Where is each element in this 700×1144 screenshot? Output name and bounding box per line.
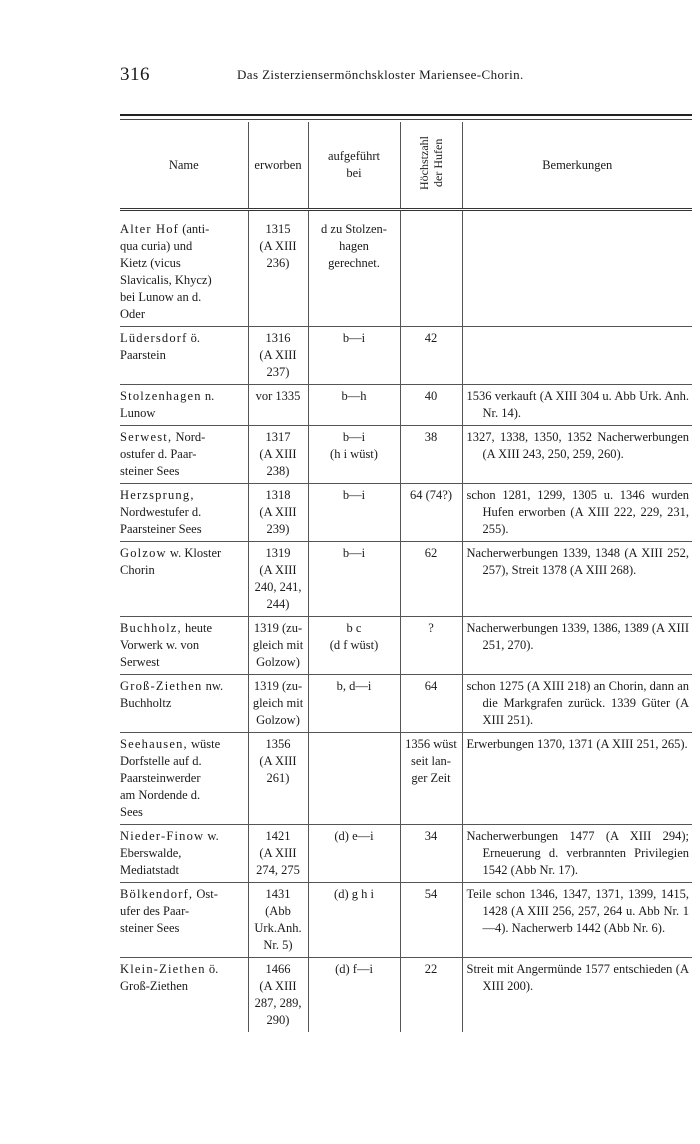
listed-cell: d zu Stolzen- hagen gerechnet. xyxy=(308,210,400,327)
holdings-table xyxy=(120,122,692,1032)
table-row xyxy=(120,958,692,1033)
table-row xyxy=(120,210,692,327)
remarks-text: Nacherwerbungen 1477 (A XIII 294); Erneuerung d. verbrannten Privilegien 1542 (Abb Nr. 17). xyxy=(466,829,689,877)
remarks-text: Nacherwerbungen 1339, 1348 (A XIII 252, 257), Streit 1378 (A XIII 268). xyxy=(466,546,689,577)
remarks-text: Nacherwerbungen 1339, 1386, 1389 (A XIII 251, 270). xyxy=(466,621,690,652)
header-aufgefuehrt: aufgeführt bei xyxy=(308,122,400,210)
hufen-cell: 40 xyxy=(400,385,462,426)
place-name-cell xyxy=(120,542,248,617)
place-location: Nordwestufer d. Paarsteiner Sees xyxy=(120,505,202,536)
table-row xyxy=(120,825,692,883)
hufen-cell: 62 xyxy=(400,542,462,617)
table-row xyxy=(120,542,692,617)
listed-cell: b—h xyxy=(308,385,400,426)
table-row xyxy=(120,883,692,958)
place-name-cell xyxy=(120,385,248,426)
remarks-text: schon 1281, 1299, 1305 u. 1346 wurden Hufen erworben (A XIII 222, 229, 231, 255). xyxy=(466,488,689,536)
table-row xyxy=(120,733,692,825)
place-location: n. Lunow xyxy=(120,389,215,420)
hufen-cell: 64 (74?) xyxy=(400,484,462,542)
place-name: Serwest, xyxy=(120,430,173,444)
acquired-cell: 1319 (zu- gleich mit Golzow) xyxy=(248,617,308,675)
remarks-cell xyxy=(462,883,692,958)
acquired-cell: 1317 (A XIII 238) xyxy=(248,426,308,484)
place-name-cell xyxy=(120,958,248,1033)
listed-cell: b—i xyxy=(308,484,400,542)
remarks-cell xyxy=(462,733,692,825)
hufen-cell xyxy=(400,210,462,327)
remarks-cell xyxy=(462,675,692,733)
place-name: Klein-Ziethen xyxy=(120,962,206,976)
acquired-cell: 1431 (Abb Urk.Anh. Nr. 5) xyxy=(248,883,308,958)
remarks-cell xyxy=(462,385,692,426)
hufen-cell: 1356 wüst seit lan- ger Zeit xyxy=(400,733,462,825)
table-row xyxy=(120,675,692,733)
place-location: nw. Buchholtz xyxy=(120,679,224,710)
place-name-cell xyxy=(120,210,248,327)
remarks-cell xyxy=(462,958,692,1033)
listed-cell: b—i xyxy=(308,542,400,617)
remarks-text: 1327, 1338, 1350, 1352 Nacherwerbungen (A XIII 243, 250, 259, 260). xyxy=(466,430,689,461)
acquired-cell: 1421 (A XIII 274, 275 xyxy=(248,825,308,883)
top-rule-thin xyxy=(120,119,692,120)
table-header-row xyxy=(120,122,692,210)
table-row xyxy=(120,484,692,542)
place-name: Nieder-Finow xyxy=(120,829,205,843)
remarks-cell xyxy=(462,542,692,617)
place-name: Herzsprung, xyxy=(120,488,195,502)
remarks-cell xyxy=(462,825,692,883)
place-location: w. Eberswalde, Mediatstadt xyxy=(120,829,219,877)
top-rule xyxy=(120,114,692,116)
place-location: w. Kloster Chorin xyxy=(120,546,222,577)
place-name-cell xyxy=(120,883,248,958)
place-location: Nord- ostufer d. Paar- steiner Sees xyxy=(120,430,206,478)
place-name: Bölkendorf, xyxy=(120,887,194,901)
table-row xyxy=(120,426,692,484)
listed-cell xyxy=(308,733,400,825)
acquired-cell: 1316 (A XIII 237) xyxy=(248,327,308,385)
header-erworben: erworben xyxy=(248,122,308,210)
listed-cell: b, d—i xyxy=(308,675,400,733)
hufen-cell: 64 xyxy=(400,675,462,733)
table-row xyxy=(120,327,692,385)
place-name-cell xyxy=(120,426,248,484)
place-name: Seehausen, xyxy=(120,737,188,751)
listed-cell: (d) g h i xyxy=(308,883,400,958)
listed-cell: b—i xyxy=(308,327,400,385)
place-location: Ost- ufer des Paar- steiner Sees xyxy=(120,887,218,935)
place-name-cell xyxy=(120,825,248,883)
place-name: Buchholz, xyxy=(120,621,182,635)
place-location: (anti- qua curia) und Kietz (vicus Slavicalis, Khycz) bei Lunow an d. Oder xyxy=(120,222,212,321)
listed-cell: b c (d f wüst) xyxy=(308,617,400,675)
acquired-cell: vor 1335 xyxy=(248,385,308,426)
hufen-cell: 22 xyxy=(400,958,462,1033)
remarks-text: schon 1275 (A XIII 218) an Chorin, dann an die Markgrafen zurück. 1339 Güter (A XIII 251). xyxy=(466,679,689,727)
listed-cell: b—i (h i wüst) xyxy=(308,426,400,484)
acquired-cell: 1319 (zu- gleich mit Golzow) xyxy=(248,675,308,733)
remarks-cell xyxy=(462,617,692,675)
hufen-cell: 38 xyxy=(400,426,462,484)
table-row xyxy=(120,385,692,426)
running-head: Das Zisterziensermönchskloster Mariensee-Chorin. xyxy=(237,67,524,82)
place-name-cell xyxy=(120,327,248,385)
place-name: Groß-Ziethen xyxy=(120,679,203,693)
place-location: wüste Dorfstelle auf d. Paarsteinwerder am Nordende d. Sees xyxy=(120,737,221,819)
place-name: Alter Hof xyxy=(120,222,180,236)
place-name: Golzow xyxy=(120,546,167,560)
acquired-cell: 1466 (A XIII 287, 289, 290) xyxy=(248,958,308,1033)
place-name: Lüdersdorf xyxy=(120,331,188,345)
hufen-cell: 34 xyxy=(400,825,462,883)
page-number: 316 xyxy=(120,64,150,85)
acquired-cell: 1319 (A XIII 240, 241, 244) xyxy=(248,542,308,617)
header-hufen-cell xyxy=(400,122,462,210)
place-name-cell xyxy=(120,675,248,733)
acquired-cell: 1356 (A XIII 261) xyxy=(248,733,308,825)
remarks-text: Streit mit Angermünde 1577 entschieden (A XIII 200). xyxy=(466,962,689,993)
place-name-cell xyxy=(120,617,248,675)
remarks-cell xyxy=(462,210,692,327)
place-location: ö. Paarstein xyxy=(120,331,201,362)
remarks-cell xyxy=(462,327,692,385)
place-name-cell xyxy=(120,484,248,542)
hufen-cell: 42 xyxy=(400,327,462,385)
header-hufen: Höchstzahl der Hufen xyxy=(417,135,445,190)
remarks-text: 1536 verkauft (A XIII 304 u. Abb Urk. Anh. Nr. 14). xyxy=(466,389,689,420)
hufen-cell: 54 xyxy=(400,883,462,958)
table-row xyxy=(120,617,692,675)
remarks-cell xyxy=(462,426,692,484)
place-name: Stolzenhagen xyxy=(120,389,202,403)
header-bemerkungen: Bemerkungen xyxy=(462,122,692,210)
acquired-cell: 1318 (A XIII 239) xyxy=(248,484,308,542)
remarks-text: Erwerbungen 1370, 1371 (A XIII 251, 265). xyxy=(466,737,688,751)
hufen-cell: ? xyxy=(400,617,462,675)
remarks-text: Teile schon 1346, 1347, 1371, 1399, 1415, 1428 (A XIII 256, 257, 264 u. Abb Nr. 1—4). Nacherwerb 1442 (Abb Nr. 6). xyxy=(466,887,689,935)
place-name-cell xyxy=(120,733,248,825)
place-location: heute Vorwerk w. von Serwest xyxy=(120,621,213,669)
acquired-cell: 1315 (A XIII 236) xyxy=(248,210,308,327)
header-name: Name xyxy=(168,157,199,172)
listed-cell: (d) e—i xyxy=(308,825,400,883)
place-location: ö. Groß-Ziethen xyxy=(120,962,219,993)
listed-cell: (d) f—i xyxy=(308,958,400,1033)
remarks-cell xyxy=(462,484,692,542)
